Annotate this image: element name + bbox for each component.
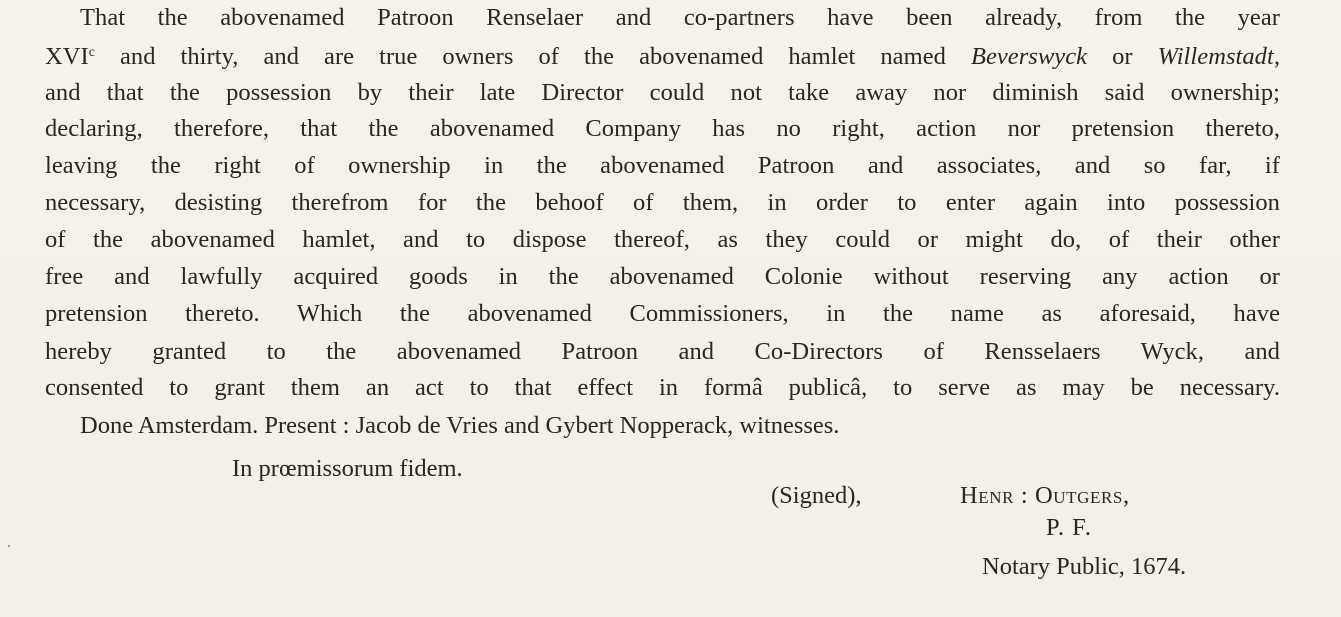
paragraph-line-10: hereby granted to the abovenamed Patroon and Co-Directors of Rensselaers Wyck, and (45, 338, 1280, 365)
paragraph-line-1: That the abovenamed Patroon Renselaer and co-partners have been already, from the year (80, 4, 1280, 31)
signer-initials: P. F. (1046, 514, 1092, 541)
paragraph-line-3: and that the possession by their late Director could not take away nor diminish said ownership; (45, 79, 1280, 106)
paragraph-line-9: pretension thereto. Which the abovenamed Commissioners, in the name as aforesaid, have (45, 300, 1280, 327)
done-line: Done Amsterdam. Present : Jacob de Vries and Gybert Nopperack, witnesses. (80, 412, 840, 439)
fidem-line: In prœmissorum fidem. (232, 455, 463, 482)
paragraph-line-4: declaring, therefore, that the abovenamed Company has no right, action nor pretension thereto, (45, 115, 1280, 142)
paragraph-line-7: of the abovenamed hamlet, and to dispose thereof, as they could or might do, of their other (45, 226, 1280, 253)
line-2-middle: and thirty, and are true owners of the abovenamed hamlet named (94, 43, 971, 70)
paragraph-line-11: consented to grant them an act to that effect in formâ publicâ, to serve as may be necessary. (45, 374, 1280, 401)
paper-speck (8, 545, 10, 547)
paragraph-line-8: free and lawfully acquired goods in the abovenamed Colonie without reserving any action or (45, 263, 1280, 290)
paragraph-line-5: leaving the right of ownership in the abovenamed Patroon and associates, and so far, if (45, 152, 1280, 179)
paragraph-line-2 (45, 43, 1280, 71)
roman-year: XVI (45, 43, 89, 70)
place-name-willemstadt: Willemstadt, (1157, 43, 1281, 70)
superscript-c: c (88, 45, 95, 60)
line-2-or: or (1087, 43, 1158, 70)
signer-name: Henr : Outgers, (960, 482, 1130, 509)
place-name-beverswyck: Beverswyck (970, 43, 1088, 70)
paragraph-line-6: necessary, desisting therefrom for the behoof of them, in order to enter again into possession (45, 189, 1280, 216)
notary-title: Notary Public, 1674. (982, 553, 1187, 580)
signed-label: (Signed), (771, 482, 862, 509)
